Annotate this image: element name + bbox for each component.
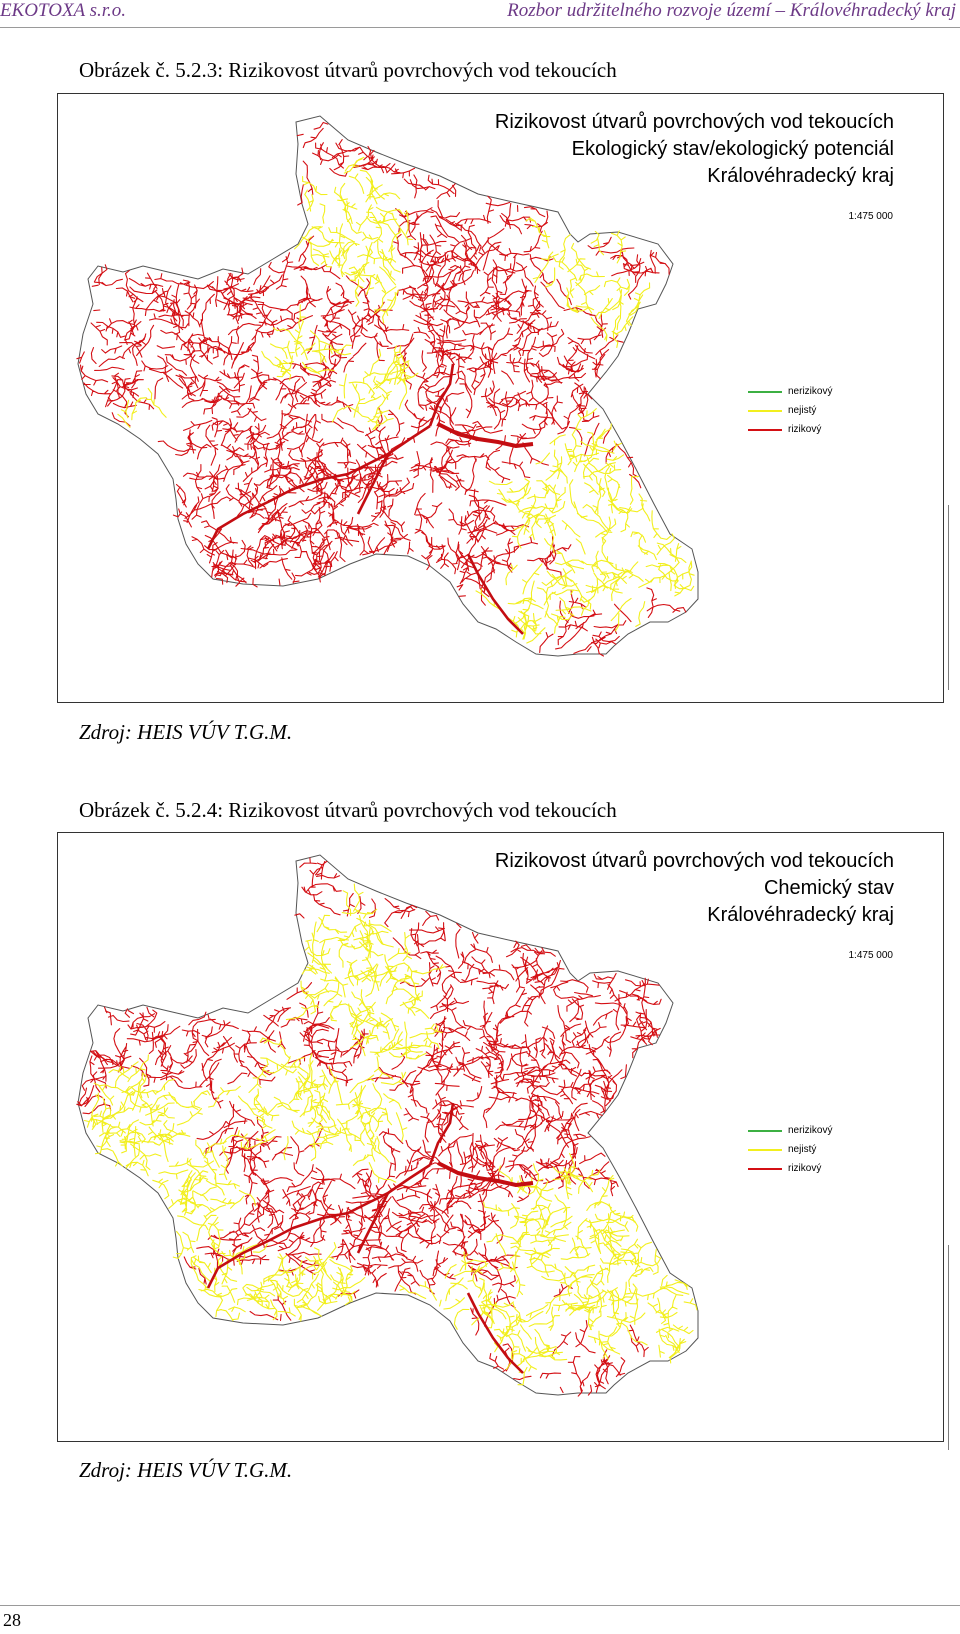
legend-item xyxy=(748,1140,832,1159)
legend-item xyxy=(748,382,832,401)
legend-item xyxy=(748,1121,832,1140)
header-document-title: Rozbor udržitelného rozvoje území – Královéhradecký kraj xyxy=(507,0,956,21)
legend-label: rizikový xyxy=(788,1163,822,1174)
figure-2-map-title-line-2: Chemický stav xyxy=(763,877,894,899)
page-number: 28 xyxy=(3,1610,21,1630)
figure-1-source: Zdroj: HEIS VÚV T.G.M. xyxy=(79,720,293,744)
legend-swatch xyxy=(748,410,782,412)
figure-1-map-title-line-2: Ekologický stav/ekologický potenciál xyxy=(571,138,894,160)
header-company: EKOTOXA s.r.o. xyxy=(0,0,126,21)
header-divider xyxy=(0,27,960,28)
figure-2-map xyxy=(57,832,944,1442)
figure-1-map-title-line-3: Královéhradecký kraj xyxy=(707,165,894,187)
legend-swatch xyxy=(748,1168,782,1170)
legend-swatch xyxy=(748,1149,782,1151)
margin-mark xyxy=(948,505,949,690)
figure-1-caption: Obrázek č. 5.2.3: Rizikovost útvarů povrchových vod tekoucích xyxy=(79,58,617,82)
figure-2-map-title xyxy=(495,848,894,929)
legend-swatch xyxy=(748,1130,782,1132)
legend-label: nerizikový xyxy=(788,386,833,397)
figure-2-scale: 1:475 000 xyxy=(848,950,893,961)
legend-item xyxy=(748,1159,832,1178)
margin-mark xyxy=(948,1245,949,1450)
figure-1-legend xyxy=(748,382,832,439)
figure-1-map xyxy=(57,93,944,703)
figure-2-source: Zdroj: HEIS VÚV T.G.M. xyxy=(79,1458,293,1482)
legend-label: rizikový xyxy=(788,424,822,435)
legend-swatch xyxy=(748,429,782,431)
legend-label: nerizikový xyxy=(788,1125,833,1136)
region-outline xyxy=(78,855,698,1395)
legend-label: nejistý xyxy=(788,405,817,416)
figure-1-map-title xyxy=(495,109,894,190)
figure-1-scale: 1:475 000 xyxy=(848,211,893,222)
figure-2-legend xyxy=(748,1121,832,1178)
figure-2-caption: Obrázek č. 5.2.4: Rizikovost útvarů povrchových vod tekoucích xyxy=(79,798,617,822)
footer-divider xyxy=(0,1605,960,1606)
figure-1-map-title-line-1: Rizikovost útvarů povrchových vod tekoucích xyxy=(494,111,894,133)
legend-item xyxy=(748,420,832,439)
legend-label: nejistý xyxy=(788,1144,817,1155)
figure-2-map-title-line-1: Rizikovost útvarů povrchových vod tekoucích xyxy=(494,850,894,872)
legend-item xyxy=(748,401,832,420)
legend-swatch xyxy=(748,391,782,393)
figure-2-map-title-line-3: Královéhradecký kraj xyxy=(707,904,894,926)
